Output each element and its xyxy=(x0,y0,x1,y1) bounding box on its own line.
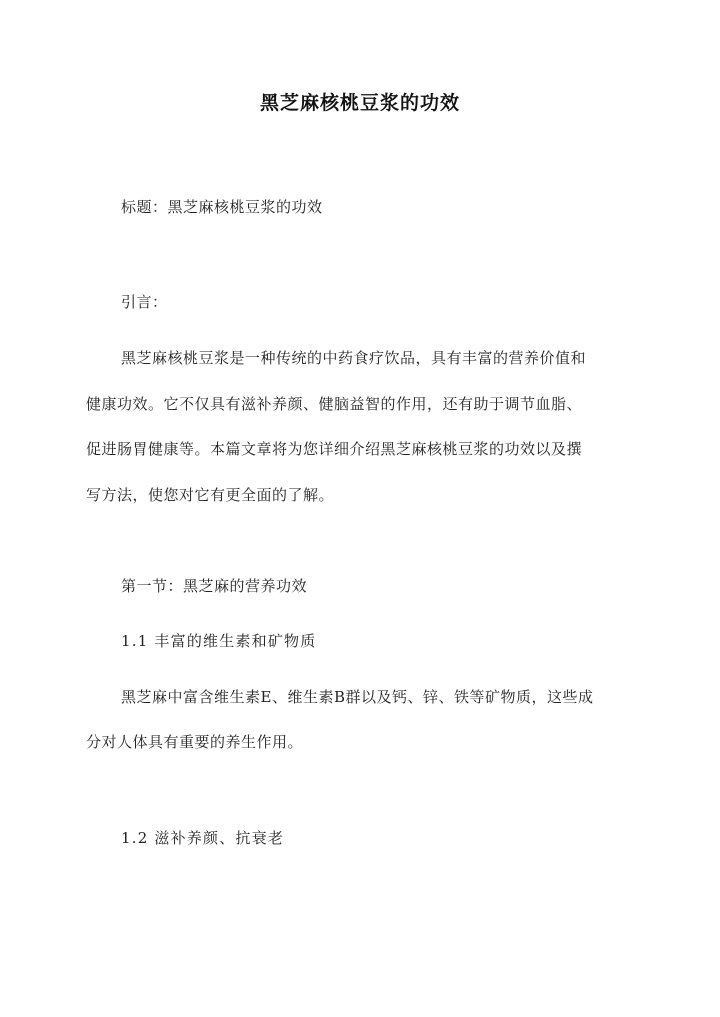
subsection-heading: 1.2 滋补养颜、抗衰老 xyxy=(121,829,285,847)
intro-paragraph-line: 黑芝麻核桃豆浆是一种传统的中药食疗饮品，具有丰富的营养价值和 xyxy=(121,349,587,367)
intro-paragraph-line: 写方法，使您对它有更全面的了解。 xyxy=(86,486,335,504)
intro-paragraph-line: 健康功效。它不仅具有滋补养颜、健脑益智的作用，还有助于调节血脂、 xyxy=(86,395,583,413)
subsection-paragraph-line: 黑芝麻中富含维生素E、维生素B群以及钙、锌、铁等矿物质，这些成 xyxy=(121,688,594,706)
subsection-paragraph-line: 分对人体具有重要的养生作用。 xyxy=(86,733,304,751)
section-heading: 第一节：黑芝麻的营养功效 xyxy=(121,577,308,595)
intro-paragraph-line: 促进肠胃健康等。本篇文章将为您详细介绍黑芝麻核桃豆浆的功效以及撰 xyxy=(86,440,583,458)
intro-heading: 引言： xyxy=(121,293,168,311)
document-title: 黑芝麻核桃豆浆的功效 xyxy=(259,92,460,114)
subsection-heading: 1.1 丰富的维生素和矿物质 xyxy=(121,632,317,650)
subject-line: 标题：黑芝麻核桃豆浆的功效 xyxy=(121,198,323,216)
